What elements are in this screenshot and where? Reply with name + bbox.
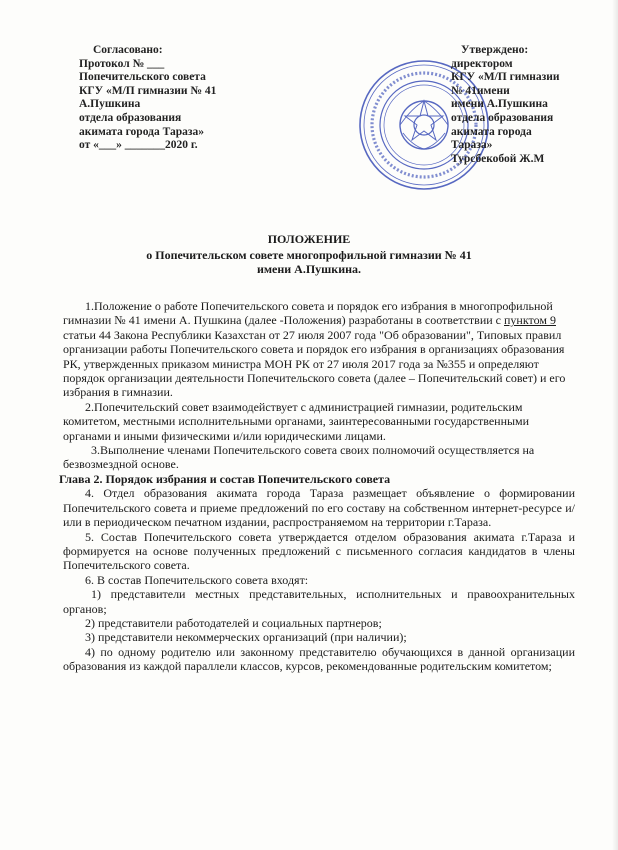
paragraph-4: 4. Отдел образования акимата города Тараза размещает объявление о формировании Попечительского совета и приеме предложений по его составу на собственном интернет-ресурсе и/или в периодическом печатном издании, распространяемом на территории г.Тараза. bbox=[63, 486, 575, 530]
law-reference-link[interactable]: пунктом 9 bbox=[504, 313, 556, 328]
document-subtitle: о Попечительском совете многопрофильной гимназии № 41 bbox=[146, 248, 472, 262]
protocol-number: Протокол № ___ bbox=[79, 57, 165, 70]
list-item-2: 2) представители работодателей и социальных партнеров; bbox=[85, 615, 382, 630]
agreed-org-name: А.Пушкина bbox=[79, 98, 141, 111]
director-signature-name: Турсбекобой Ж.М bbox=[451, 152, 545, 165]
approved-org: КГУ «М/П гимназии bbox=[451, 71, 560, 84]
document-subtitle-name: имени А.Пушкина. bbox=[256, 262, 362, 276]
paragraph-1-text: 1.Положение о работе Попечительского совета и порядок его избрания в многопрофильной гимназии № 41 имени А. Пушкина (далее -Положения) разработаны в соответствии с bbox=[63, 299, 553, 328]
approved-city: Тараза» bbox=[451, 139, 493, 152]
paragraph-3: 3.Выполнение членами Попечительского совета своих полномочий осуществляется на безвозмездной основе. bbox=[63, 443, 535, 472]
agreed-date: от «___» _______2020 г. bbox=[79, 139, 198, 152]
list-item-4: 4) по одному родителю или законному представителю обучающихся в данной организации образования из каждой параллели классов, курсов, рекомендованные родительским комитетом; bbox=[63, 644, 575, 674]
agreed-department: отдела образования bbox=[79, 111, 182, 124]
scan-edge-shadow bbox=[612, 0, 618, 850]
paragraph-1-text-cont: статьи 44 Закона Республики Казахстан от 27 июля 2007 года "Об образовании", Типовых правил организации работы Попечительского совета и порядок его избрания в организациях образования РК, утвержденных приказом министра МОН РК от 27 июля 2017 года за №355 и определяют порядок организации деятельности Попечительского совета (далее – Попечительский совет) и его избрания в гимназии. bbox=[63, 327, 566, 400]
approval-block-agreed bbox=[79, 44, 216, 153]
agreed-org: КГУ «М/П гимназии № 41 bbox=[79, 84, 217, 97]
approval-block-approved bbox=[451, 44, 560, 166]
paragraph-5: 5. Состав Попечительского совета утверждается отделом образования акимата г.Тараза и формируется на основе полученных предложений с письменного согласия кандидатов в члены Попечительского совета. bbox=[63, 529, 575, 573]
agreed-heading: Согласовано: bbox=[93, 44, 163, 56]
approved-akimat: акимата города bbox=[451, 125, 532, 138]
agreed-akimat: акимата города Тараза» bbox=[79, 125, 204, 138]
document-title: ПОЛОЖЕНИЕ bbox=[267, 232, 351, 246]
chapter-2-heading: Глава 2. Порядок избрания и состав Попечительского совета bbox=[59, 471, 391, 486]
approved-org-name: имени А.Пушкина bbox=[451, 98, 548, 111]
approved-by-director: директором bbox=[451, 57, 513, 70]
paragraph-1 bbox=[63, 299, 575, 400]
approved-heading: Утверждено: bbox=[461, 44, 529, 56]
paragraph-2: 2.Попечительский совет взаимодействует с администрацией гимназии, родительским комитетом, местными исполнительными органами, заинтересованными государственными органами и иными физическими и/или юридическими лицами. bbox=[63, 399, 530, 443]
agreed-council: Попечительского совета bbox=[79, 71, 206, 84]
approved-org-number: № 41имени bbox=[451, 84, 510, 97]
document-body bbox=[59, 299, 575, 674]
list-item-1: 1) представители местных представительных, исполнительных и правоохранительных органов; bbox=[63, 587, 575, 616]
list-item-3: 3) представители некоммерческих организаций (при наличии); bbox=[85, 630, 407, 645]
paragraph-6: 6. В состав Попечительского совета входят: bbox=[85, 572, 309, 587]
approved-department: отдела образования bbox=[451, 111, 554, 124]
